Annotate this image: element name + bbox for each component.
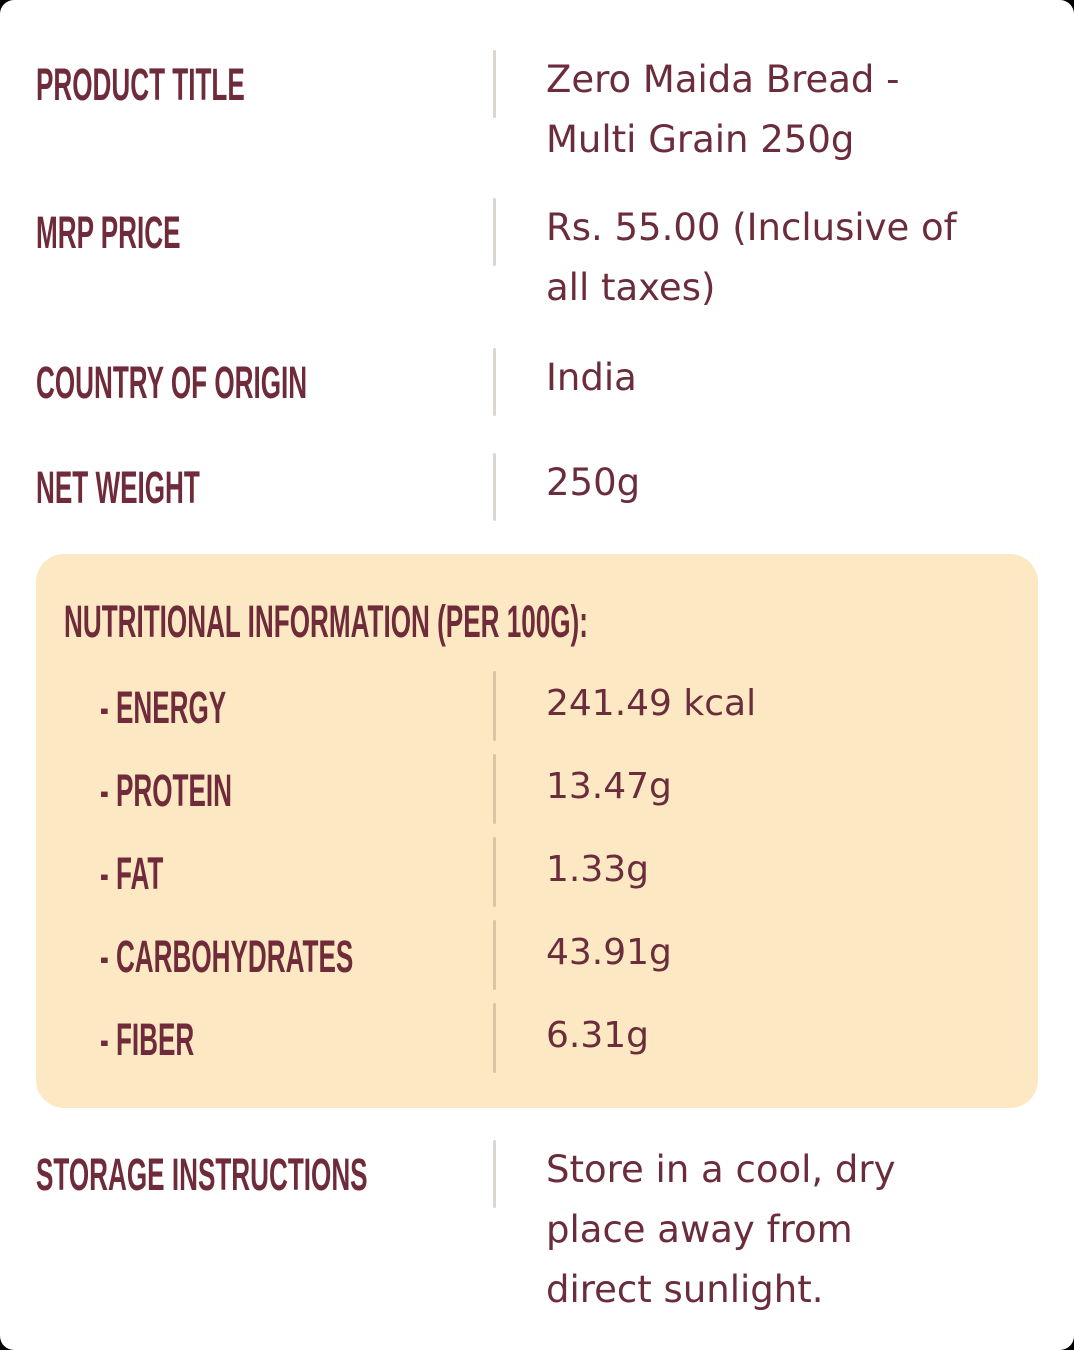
country-of-origin-value: India bbox=[546, 356, 637, 399]
nutrition-row-fiber bbox=[64, 1003, 1010, 1073]
fiber-label-cell bbox=[64, 1003, 493, 1065]
mrp-price-label-cell bbox=[36, 198, 493, 258]
info-row-country-of-origin bbox=[36, 348, 1038, 416]
storage-instructions-value: Store in a cool, dry place away from direct sunlight. bbox=[546, 1148, 896, 1311]
fat-label-cell bbox=[64, 837, 493, 899]
info-row-mrp-price bbox=[36, 198, 1038, 318]
protein-label: - PROTEIN bbox=[100, 765, 232, 816]
protein-value: 13.47g bbox=[546, 766, 672, 807]
fiber-value: 6.31g bbox=[546, 1015, 650, 1056]
product-title-label-cell bbox=[36, 50, 493, 110]
energy-label: - ENERGY bbox=[100, 682, 227, 733]
country-of-origin-label-cell bbox=[36, 348, 493, 408]
info-row-product-title bbox=[36, 50, 1038, 170]
info-row-net-weight bbox=[36, 453, 1038, 521]
net-weight-label: NET WEIGHT bbox=[36, 462, 200, 513]
info-row-storage-instructions bbox=[36, 1140, 1038, 1320]
net-weight-label-cell bbox=[36, 453, 493, 513]
protein-label-cell bbox=[64, 754, 493, 816]
product-title-value: Zero Maida Bread - Multi Grain 250g bbox=[546, 58, 900, 161]
carbohydrates-label-cell bbox=[64, 920, 493, 982]
energy-value: 241.49 kcal bbox=[546, 683, 757, 724]
product-title-label: PRODUCT TITLE bbox=[36, 59, 245, 110]
nutrition-box bbox=[36, 554, 1038, 1108]
nutrition-row-energy bbox=[64, 671, 1010, 741]
carbohydrates-value: 43.91g bbox=[546, 932, 672, 973]
energy-label-cell bbox=[64, 671, 493, 733]
nutrition-row-protein bbox=[64, 754, 1010, 824]
mrp-price-value: Rs. 55.00 (Inclusive of all taxes) bbox=[546, 206, 957, 309]
nutrition-row-carbohydrates bbox=[64, 920, 1010, 990]
storage-instructions-label: STORAGE INSTRUCTIONS bbox=[36, 1149, 368, 1200]
mrp-price-label: MRP PRICE bbox=[36, 207, 181, 258]
net-weight-value: 250g bbox=[546, 461, 641, 504]
nutrition-heading: NUTRITIONAL INFORMATION (PER 100G): bbox=[64, 596, 588, 647]
nutrition-row-fat bbox=[64, 837, 1010, 907]
storage-instructions-label-cell bbox=[36, 1140, 493, 1200]
fiber-label: - FIBER bbox=[100, 1014, 195, 1065]
fat-value: 1.33g bbox=[546, 849, 650, 890]
fat-label: - FAT bbox=[100, 848, 164, 899]
country-of-origin-label: COUNTRY OF ORIGIN bbox=[36, 357, 308, 408]
carbohydrates-label: - CARBOHYDRATES bbox=[100, 931, 354, 982]
